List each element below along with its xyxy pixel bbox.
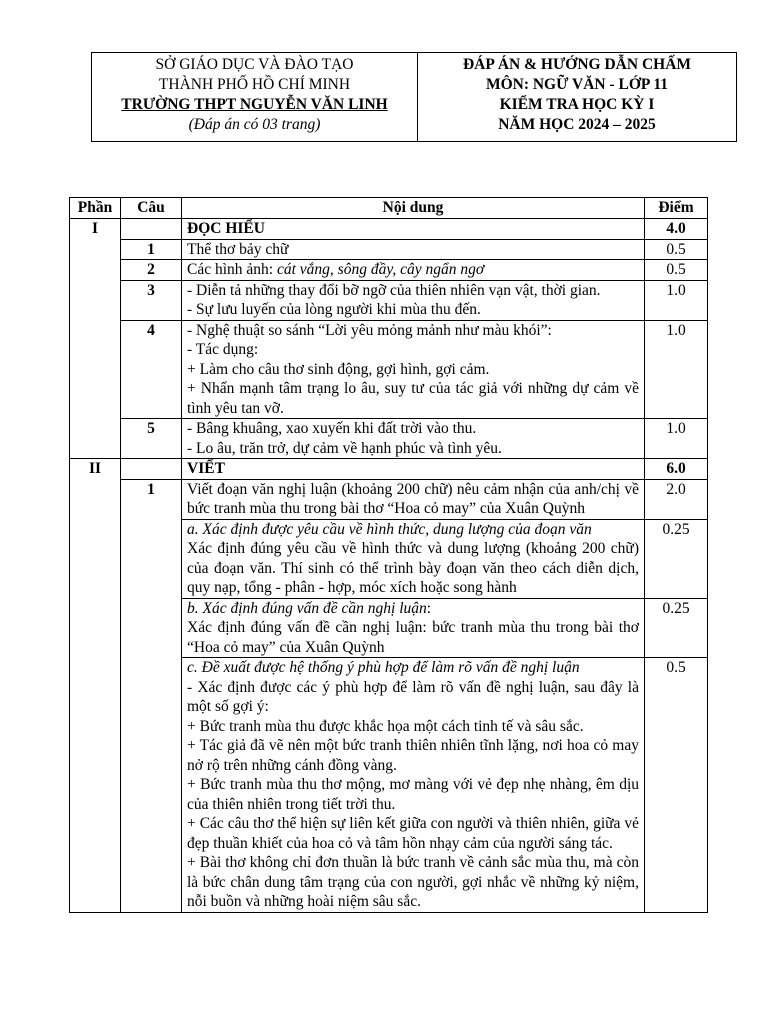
part-number: I <box>70 219 121 459</box>
school-year: NĂM HỌC 2024 – 2025 <box>498 116 656 133</box>
table-row <box>70 320 708 419</box>
answer-score: 0.5 <box>645 658 708 913</box>
section-title: VIẾT <box>182 459 645 480</box>
section-title: ĐỌC HIỂU <box>182 219 645 240</box>
answer-score: 0.5 <box>645 239 708 260</box>
col-header-cau: Câu <box>121 198 182 219</box>
col-header-phan: Phần <box>70 198 121 219</box>
answer-table <box>69 197 708 913</box>
answer-text: Các hình ảnh: cát vắng, sông đầy, cây ngẩn ngơ <box>182 260 645 281</box>
answer-text: - Nghệ thuật so sánh “Lời yêu mỏng mảnh như màu khói”: - Tác dụng: + Làm cho câu thơ sinh động, gợi hình, gợi cảm. + Nhấn mạnh tâm trạng lo âu, suy tư của tác giả với những dự cảm về tình yêu tan vỡ. <box>182 320 645 419</box>
answer-text: a. Xác định được yêu cầu về hình thức, dung lượng của đoạn văn Xác định đúng yêu cầu về hình thức và dung lượng (khoảng 200 chữ) của đoạn văn. Thí sinh có thể trình bày đoạn văn theo cách diễn dịch, quy nạp, tổng - phân - hợp, móc xích hoặc song hành <box>182 519 645 598</box>
table-row <box>70 459 708 480</box>
question-number: 5 <box>121 419 182 459</box>
document-header <box>91 52 737 142</box>
table-row <box>70 280 708 320</box>
answer-score: 1.0 <box>645 320 708 419</box>
answer-text: - Diễn tả những thay đổi bỡ ngỡ của thiên nhiên vạn vật, thời gian. - Sự lưu luyến của lòng người khi mùa thu đến. <box>182 280 645 320</box>
question-number: 1 <box>121 479 182 912</box>
question-number: 1 <box>121 239 182 260</box>
table-row <box>70 239 708 260</box>
header-right <box>418 53 736 141</box>
department-name: SỞ GIÁO DỤC VÀ ĐÀO TẠO <box>155 56 354 73</box>
answer-score: 2.0 <box>645 479 708 519</box>
subject-line: MÔN: NGỮ VĂN - LỚP 11 <box>485 76 669 93</box>
header-left <box>92 53 418 141</box>
question-number: 4 <box>121 320 182 419</box>
answer-score: 0.5 <box>645 260 708 281</box>
page-count-note: (Đáp án có 03 trang) <box>188 116 321 133</box>
question-number: 2 <box>121 260 182 281</box>
answer-text: Viết đoạn văn nghị luận (khoảng 200 chữ) nêu cảm nhận của anh/chị về bức tranh mùa thu trong bài thơ “Hoa cỏ may” của Xuân Quỳnh <box>182 479 645 519</box>
table-row <box>70 219 708 240</box>
answer-text: c. Đề xuất được hệ thống ý phù hợp để làm rõ vấn đề nghị luận - Xác định được các ý phù hợp để làm rõ vấn đề nghị luận, sau đây là một số gợi ý: + Bức tranh mùa thu được khắc họa một cách tinh tế và sâu sắc. + Tác giả đã vẽ nên một bức tranh thiên nhiên tĩnh lặng, nơi hoa cỏ may nở rộ trên những cánh đồng vàng. + Bức tranh mùa thu thơ mộng, mơ màng với vẻ đẹp nhẹ nhàng, êm dịu của thiên nhiên trong tiết trời thu. + Các câu thơ thể hiện sự liên kết giữa con người và thiên nhiên, giữa vẻ đẹp thuần khiết của hoa cỏ và tâm hồn nhạy cảm của người sáng tác. + Bài thơ không chỉ đơn thuần là bức tranh về cảnh sắc mùa thu, mà còn là bức chân dung tâm trạng của con người, gợi nhắc về những kỷ niệm, nỗi buồn và những hoài niệm sâu sắc. <box>182 658 645 913</box>
answer-score: 0.25 <box>645 598 708 658</box>
answer-text: Thể thơ bảy chữ <box>182 239 645 260</box>
table-row <box>70 419 708 459</box>
city-name: THÀNH PHỐ HỒ CHÍ MINH <box>158 76 351 93</box>
answer-text: - Bâng khuâng, xao xuyến khi đất trời vào thu. - Lo âu, trăn trở, dự cảm về hạnh phúc và tình yêu. <box>182 419 645 459</box>
exam-name: KIỂM TRA HỌC KỲ I <box>499 96 655 113</box>
col-header-noidung: Nội dung <box>182 198 645 219</box>
question-number: 3 <box>121 280 182 320</box>
answer-text: b. Xác định đúng vấn đề cần nghị luận: Xác định đúng vấn đề cần nghị luận: bức tranh mùa thu trong bài thơ “Hoa cỏ may” của Xuân Quỳnh <box>182 598 645 658</box>
part-number: II <box>70 459 121 913</box>
answer-score: 1.0 <box>645 280 708 320</box>
table-row <box>70 479 708 519</box>
table-row <box>70 260 708 281</box>
doc-title: ĐÁP ÁN & HƯỚNG DẪN CHẤM <box>462 56 692 73</box>
col-header-diem: Điểm <box>645 198 708 219</box>
answer-score: 1.0 <box>645 419 708 459</box>
table-header-row <box>70 198 708 219</box>
section-score: 4.0 <box>645 219 708 240</box>
school-name: TRƯỜNG THPT NGUYỄN VĂN LINH <box>121 96 388 113</box>
answer-score: 0.25 <box>645 519 708 598</box>
section-score: 6.0 <box>645 459 708 480</box>
